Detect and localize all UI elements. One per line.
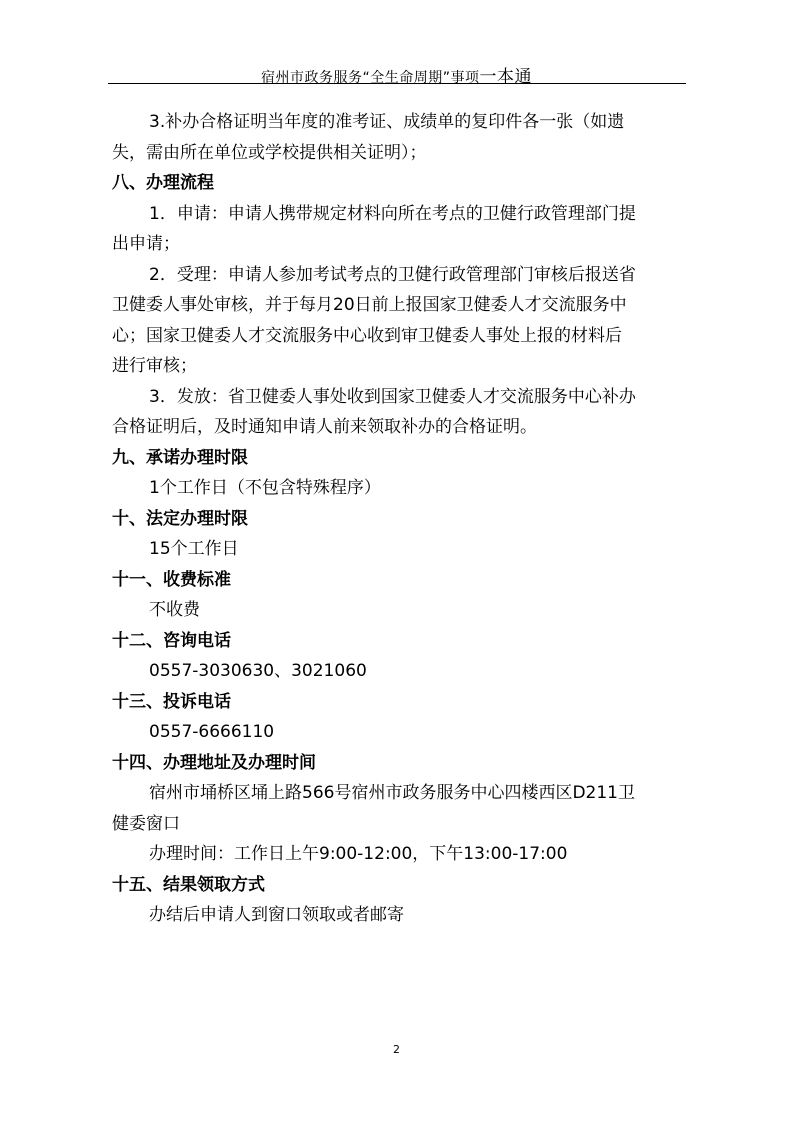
header-rule bbox=[108, 83, 686, 84]
header-title-suffix: 一本通 bbox=[479, 67, 532, 87]
body-text-line: 办理时间：工作日上午9:00-12:00，下午13:00-17:00 bbox=[149, 844, 568, 864]
body-text-line: 失，需由所在单位或学校提供相关证明）； bbox=[112, 142, 427, 163]
body-text-line: 心；国家卫健委人才交流服务中心收到审卫健委人事处上报的材料后 bbox=[112, 325, 622, 346]
body-text-line: 宿州市埇桥区埇上路566号宿州市政务服务中心四楼西区D211卫 bbox=[149, 783, 635, 803]
body-text-line: 0557-6666110 bbox=[149, 722, 275, 742]
section-heading: 十二、咨询电话 bbox=[112, 630, 231, 651]
body-text-line: 3．发放：省卫健委人事处收到国家卫健委人才交流服务中心补办 bbox=[149, 386, 636, 407]
body-text-line: 15个工作日 bbox=[149, 539, 239, 559]
body-text-line: 不收费 bbox=[149, 600, 200, 620]
body-text-line: 卫健委人事处审核，并于每月20日前上报国家卫健委人才交流服务中 bbox=[112, 295, 627, 315]
section-heading: 十四、办理地址及办理时间 bbox=[112, 752, 316, 773]
body-text-line: 出申请； bbox=[112, 234, 180, 254]
body-text-line: 健委窗口 bbox=[112, 813, 180, 834]
page-number: 2 bbox=[393, 1043, 400, 1056]
body-text-line: 0557-3030630、3021060 bbox=[149, 661, 367, 681]
section-heading: 十五、结果领取方式 bbox=[112, 874, 265, 895]
body-text-line: 进行审核； bbox=[112, 356, 197, 376]
body-text-line: 1个工作日（不包含特殊程序） bbox=[149, 478, 381, 498]
body-text-line: 1．申请：申请人携带规定材料向所在考点的卫健行政管理部门提 bbox=[149, 203, 636, 224]
section-heading: 十一、收费标准 bbox=[112, 569, 231, 590]
body-text-line: 3.补办合格证明当年度的准考证、成绩单的复印件各一张（如遗 bbox=[149, 112, 625, 132]
section-heading: 十三、投诉电话 bbox=[112, 691, 231, 712]
body-text-line: 办结后申请人到窗口领取或者邮寄 bbox=[149, 905, 404, 925]
body-text-line: 合格证明后，及时通知申请人前来领取补办的合格证明。 bbox=[112, 417, 537, 437]
header-title-main: 宿州市政务服务“全生命周期”事项 bbox=[260, 70, 480, 86]
body-text-line: 2．受理：申请人参加考试考点的卫健行政管理部门审核后报送省 bbox=[149, 264, 636, 285]
section-heading: 十、法定办理时限 bbox=[112, 508, 248, 529]
section-heading: 九、承诺办理时限 bbox=[112, 447, 248, 468]
document-body bbox=[112, 107, 690, 931]
section-heading: 八、办理流程 bbox=[112, 173, 214, 193]
